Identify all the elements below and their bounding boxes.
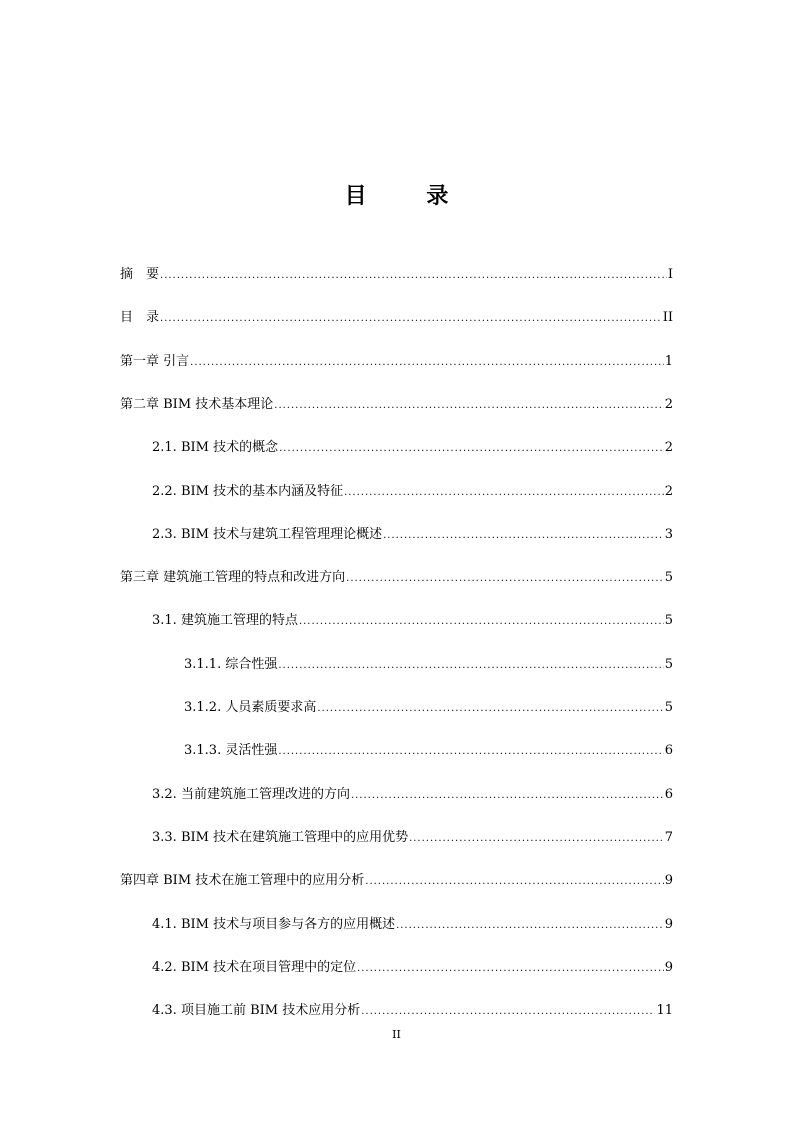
toc-entry-label: 4.3. 项目施工前 BIM 技术应用分析 [152,1003,361,1018]
toc-entry-page-number: 11 [656,1003,673,1018]
toc-entry-page-number: I [667,267,673,282]
toc-entry-label: 3.1. 建筑施工管理的特点 [152,613,298,628]
toc-entry[interactable] [152,959,673,978]
toc-entry[interactable] [120,569,673,588]
toc-dot-leader [190,354,664,372]
toc-entry-page-number: 9 [664,873,673,888]
toc-entry[interactable] [120,872,673,891]
toc-entry-page-number: 1 [664,354,673,369]
toc-entry-label: 3.1.1. 综合性强 [184,657,278,672]
toc-entry-page-number: 3 [664,527,673,542]
toc-dot-leader [344,484,664,502]
page-title: 目 录 [344,184,475,209]
toc-dot-leader [279,440,664,458]
toc-entry-page-number: 5 [664,657,673,672]
toc-dot-leader [396,917,664,935]
toc-entry-label: 第三章 建筑施工管理的特点和改进方向 [120,570,346,585]
toc-entry[interactable] [152,526,673,545]
toc-dot-leader [346,570,664,588]
toc-entry-page-number: 9 [664,917,673,932]
toc-dot-leader [160,267,667,285]
toc-dot-leader [299,613,664,631]
toc-entry-page-number: 6 [664,743,673,758]
toc-entry-label: 3.1.3. 灵活性强 [184,743,278,758]
toc-dot-leader [160,310,662,328]
toc-dot-leader [278,657,663,675]
toc-entry-label: 第四章 BIM 技术在施工管理中的应用分析 [120,873,365,888]
toc-entry-label: 2.2. BIM 技术的基本内涵及特征 [152,484,344,499]
toc-entry[interactable] [152,916,673,935]
toc-entry-label: 4.2. BIM 技术在项目管理中的定位 [152,960,357,975]
toc-entry-page-number: II [662,310,673,325]
toc-entry-label: 目 录 [120,310,160,325]
toc-dot-leader [351,787,664,805]
toc-entry-label: 3.3. BIM 技术在建筑施工管理中的应用优势 [152,830,409,845]
toc-dot-leader [383,527,664,545]
toc-entry-label: 2.1. BIM 技术的概念 [152,440,279,455]
page-number: II [392,1028,401,1041]
toc-entry-page-number: 9 [664,960,673,975]
toc-entry[interactable] [184,742,673,761]
toc-entry[interactable] [152,439,673,458]
toc-entry-page-number: 2 [664,397,673,412]
toc-entry-page-number: 5 [664,700,673,715]
toc-entry[interactable] [120,396,673,415]
toc-entry-label: 3.1.2. 人员素质要求高 [184,700,317,715]
toc-entry[interactable] [152,1002,673,1021]
toc-entry-page-number: 2 [664,440,673,455]
toc-entry[interactable] [120,353,673,372]
toc-entry[interactable] [120,266,673,285]
toc-entry[interactable] [120,309,673,328]
toc-entry[interactable] [152,612,673,631]
toc-dot-leader [361,1003,655,1021]
toc-dot-leader [278,743,663,761]
toc-entry-page-number: 7 [664,830,673,845]
toc-entry[interactable] [152,483,673,502]
toc-entry[interactable] [184,656,673,675]
toc-entry-page-number: 5 [664,613,673,628]
toc-entry-label: 4.1. BIM 技术与项目参与各方的应用概述 [152,917,396,932]
toc-dot-leader [274,397,663,415]
toc-entry-page-number: 2 [664,484,673,499]
toc-entry-page-number: 5 [664,570,673,585]
toc-entry[interactable] [152,786,673,805]
toc-entry-page-number: 6 [664,787,673,802]
toc-entry-label: 2.3. BIM 技术与建筑工程管理理论概述 [152,527,383,542]
toc-dot-leader [409,830,664,848]
toc-entry-label: 第二章 BIM 技术基本理论 [120,397,274,412]
toc-entry[interactable] [152,829,673,848]
toc-entry-label: 摘 要 [120,267,160,282]
toc-dot-leader [317,700,663,718]
toc-entry-label: 第一章 引言 [120,354,190,369]
toc-entry[interactable] [184,699,673,718]
toc-dot-leader [365,873,663,891]
toc-dot-leader [357,960,664,978]
toc-entry-label: 3.2. 当前建筑施工管理改进的方向 [152,787,350,802]
